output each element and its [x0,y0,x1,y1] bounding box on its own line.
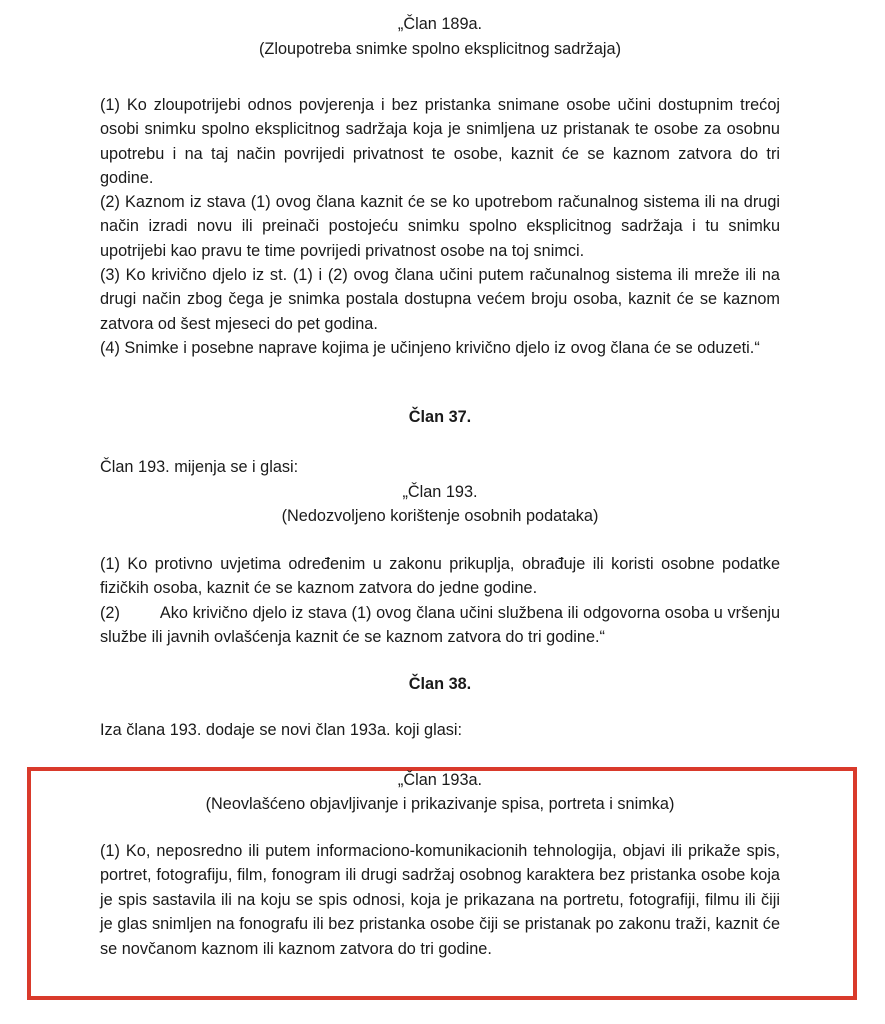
article-189a-heading: „Član 189a. [397,15,483,33]
article-38-heading: Član 38. [408,675,472,693]
article-189a-subtitle: (Zloupotreba snimke spolno eksplicitnog sadržaja) [259,40,621,58]
article-193-paragraph-2-text: Ako krivično djelo iz stava (1) ovog člana učini službena ili odgovorna osoba u vršenju službe ili javnih ovlašćenja kaznit će se kaznom zatvora do tri godine.“ [100,604,780,647]
article-193-paragraph-2 [100,601,780,650]
article-193a-heading: „Član 193a. [397,771,483,789]
article-37-heading: Član 37. [408,408,472,426]
article-189a-paragraph-2: (2) Kaznom iz stava (1) ovog člana kaznit će se ko upotrebom računalnog sistema ili na drugi način izradi novu ili preinači postojeću snimku spolno eksplicitnog sadržaja i tu snimku upotrijebi kao pravu te time povrijedi privatnost osobe na toj snimci. [100,193,780,260]
article-189a-paragraph-1: (1) Ko zloupotrijebi odnos povjerenja i bez pristanka snimane osobe učini dostupnim trećoj osobi snimku spolno eksplicitnog sadržaja koja je snimljena uz pristanak te osobe za osobnu upotrebu i na taj način povrijedi privatnost te osobe, kaznit će se kaznom zatvora do tri godine. [100,96,780,188]
article-193a-subtitle: (Neovlašćeno objavljivanje i prikazivanje spisa, portreta i snimka) [205,795,675,813]
article-193-heading: „Član 193. [402,483,478,501]
article-189a-paragraph-4: (4) Snimke i posebne naprave kojima je učinjeno krivično djelo iz ovog člana će se oduzeti.“ [100,339,760,357]
article-193-subtitle: (Nedozvoljeno korištenje osobnih podataka) [281,507,599,525]
article-37-intro: Član 193. mijenja se i glasi: [100,458,299,476]
article-193a-paragraph-1: (1) Ko, neposredno ili putem informaciono-komunikacionih tehnologija, objavi ili prikaže spis, portret, fotografiju, film, fonogram ili drugi sadržaj osobnog karaktera bez pristanka osobe koja je spis sastavila ili na koju se spis odnosi, koja je prikazana na portretu, fotografiji, filmu ili čiji je glas snimljen na fonografu ili bez pristanka osobe čiji se pristanak po zakonu traži, kaznit će se novčanom kaznom ili kaznom zatvora do tri godine. [100,842,780,958]
article-193-paragraph-1: (1) Ko protivno uvjetima određenim u zakonu prikuplja, obrađuje ili koristi osobne podatke fizičkih osoba, kaznit će se kaznom zatvora do jedne godine. [100,555,780,598]
article-189a-paragraph-3: (3) Ko krivično djelo iz st. (1) i (2) ovog člana učini putem računalnog sistema ili mreže ili na drugi način zbog čega je snimka postala dostupna većem broju osoba, kaznit će se kaznom zatvora od šest mjeseci do pet godina. [100,266,780,333]
article-38-intro: Iza člana 193. dodaje se novi član 193a. koji glasi: [100,721,463,739]
article-193-paragraph-2-number: (2) [100,604,120,622]
